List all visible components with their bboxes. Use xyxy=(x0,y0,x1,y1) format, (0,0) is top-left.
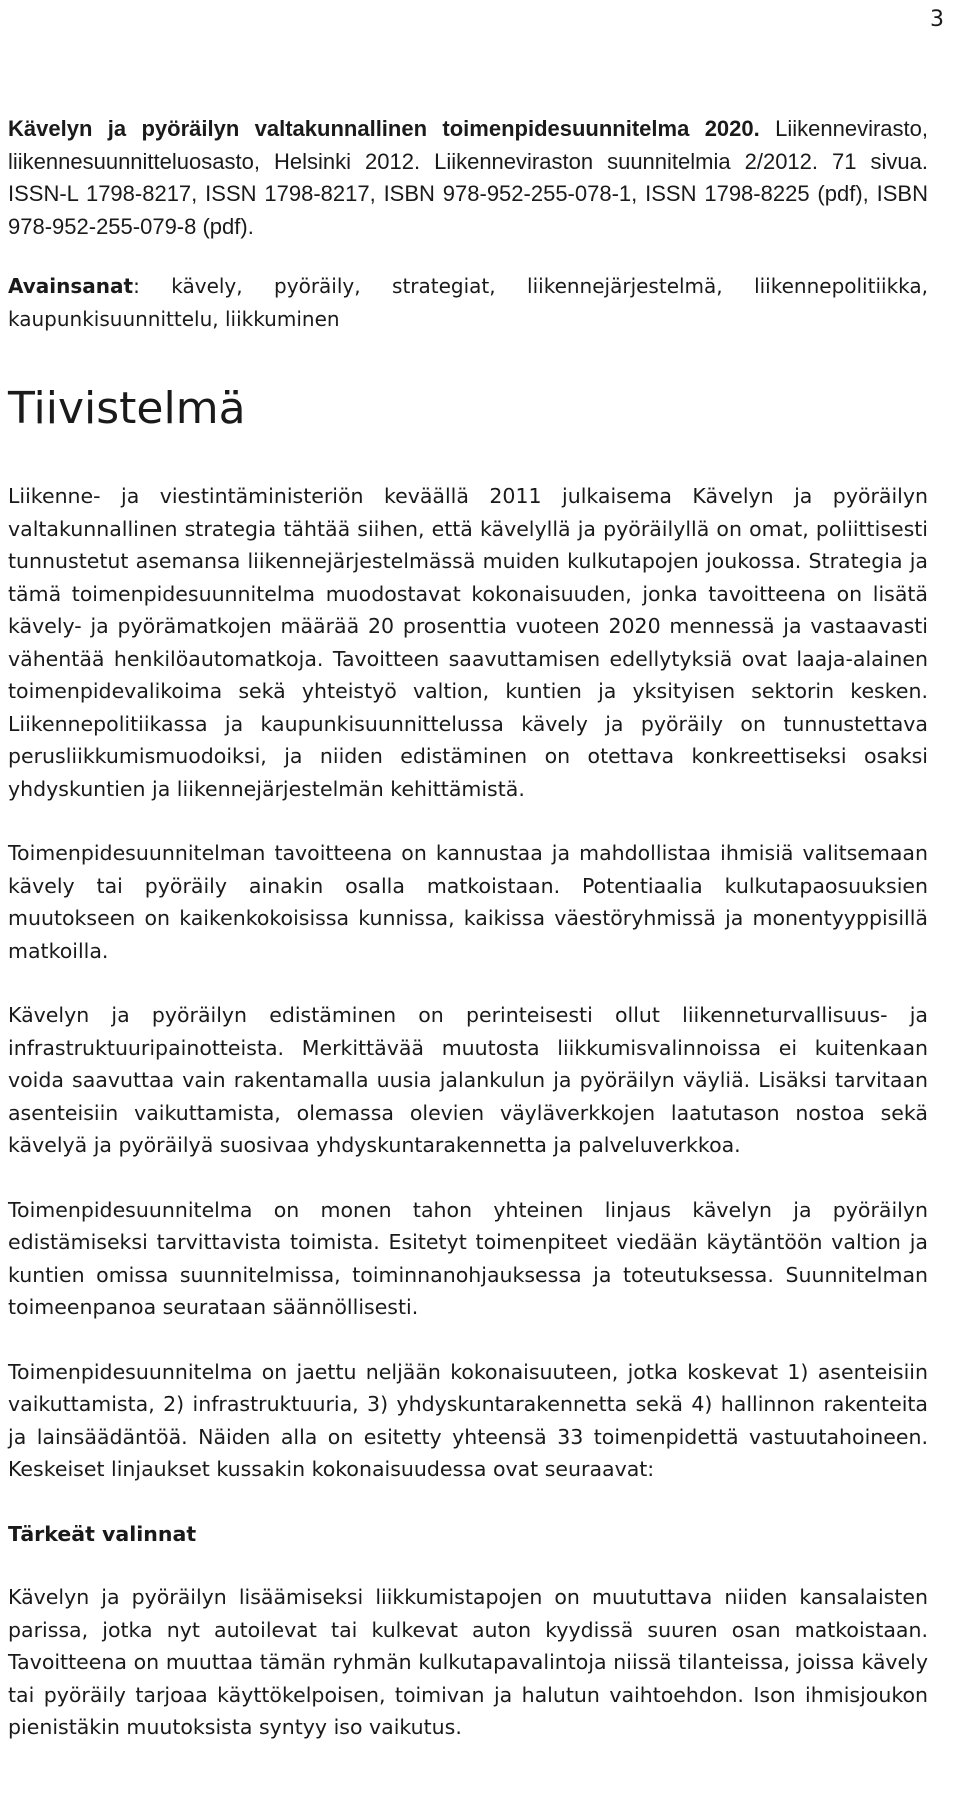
paragraph: Kävelyn ja pyöräilyn edistäminen on perinteisesti ollut liikenneturvallisuus- ja infrastruktuuripainotteista. Merkittävää muutosta liikkumisvalinnoissa ei kuitenkaan voida saavuttaa vain rakentamalla uusia jalankulun ja pyöräilyn väyliä. Lisäksi tarvitaan asenteisiin vaikuttamista, olemassa olevien väyläverkkojen laatutason nostoa sekä kävelyä ja pyöräilyä suosivaa yhdyskuntarakennetta ja palveluverkkoa. xyxy=(8,1003,928,1157)
citation-details: Liikennevirasto, liikennesuunnitteluosasto, Helsinki 2012. Liikenneviraston suunnitelmia 2/2012. 71 sivua. ISSN-L 1798-8217, ISSN 1798-8217, ISBN 978-952-255-078-1, ISSN 1798-8225 (pdf), ISBN 978-952-255-079-8 (pdf). xyxy=(8,116,928,239)
paragraph: Toimenpidesuunnitelma on monen tahon yhteinen linjaus kävelyn ja pyöräilyn edistämiseksi tarvittavista toimista. Esitetyt toimenpiteet viedään käytäntöön valtion ja kuntien omissa suunnitelmissa, toiminnanohjauksessa ja toteutuksessa. Suunnitelman toimeenpanoa seurataan säännöllisesti. xyxy=(8,1197,928,1319)
summary-title: Tiivistelmä xyxy=(8,383,246,434)
citation xyxy=(8,113,928,243)
keywords-text: : kävely, pyöräily, strategiat, liikennejärjestelmä, liikennepolitiikka, kaupunkisuunnittelu, liikkuminen xyxy=(8,274,928,331)
document-body xyxy=(8,113,928,1776)
paragraph: Toimenpidesuunnitelma on jaettu neljään kokonaisuuteen, jotka koskevat 1) asenteisiin vaikuttamista, 2) infrastruktuuria, 3) yhdyskuntarakennetta sekä 4) hallinnon rakenteita ja lainsäädäntöä. Näiden alla on esitetty yhteensä 33 toimenpidettä vastuutahoineen. Keskeiset linjaukset kussakin kokonaisuudessa ovat seuraavat: xyxy=(8,1359,928,1481)
paragraph: Toimenpidesuunnitelman tavoitteena on kannustaa ja mahdollistaa ihmisiä valitsemaan kävely tai pyöräily ainakin osalla matkoistaan. Potentiaalia kulkutapaosuuksien muutokseen on kaikenkokoisissa kunnissa, kaikissa väestöryhmissä ja monentyyppisillä matkoilla. xyxy=(8,841,928,963)
keywords xyxy=(8,270,928,335)
keywords-label: Avainsanat xyxy=(8,274,134,298)
page-number: 3 xyxy=(930,7,944,32)
section-heading: Tärkeät valinnat xyxy=(8,1521,197,1546)
citation-title: Kävelyn ja pyöräilyn valtakunnallinen toimenpidesuunnitelma 2020. xyxy=(8,116,760,141)
paragraph: Kävelyn ja pyöräilyn lisäämiseksi liikkumistapojen on muututtava niiden kansalaisten parissa, jotka nyt autoilevat tai kulkevat auton kyydissä suuren osan matkoistaan. Tavoitteena on muuttaa tämän ryhmän kulkutapavalintoja niissä tilanteissa, joissa kävely tai pyöräily tarjoaa käyttökelpoisen, toimivan ja halutun vaihtoehdon. Ison ihmisjoukon pienistäkin muutoksista syntyy iso vaikutus. xyxy=(8,1585,928,1739)
paragraph: Liikenne- ja viestintäministeriön keväällä 2011 julkaisema Kävelyn ja pyöräilyn valtakunnallinen strategia tähtää siihen, että kävelyllä ja pyöräilyllä on omat, poliittisesti tunnustetut asemansa liikennejärjestelmässä muiden kulkutapojen joukossa. Strategia ja tämä toimenpidesuunnitelma muodostavat kokonaisuuden, jonka tavoitteena on lisätä kävely- ja pyörämatkojen määrää 20 prosenttia vuoteen 2020 mennessä ja vastaavasti vähentää henkilöautomatkoja. Tavoitteen saavuttamisen edellytyksiä ovat laaja-alainen toimenpidevalikoima sekä yhteistyö valtion, kuntien ja yksityisen sektorin kesken. Liikennepolitiikassa ja kaupunkisuunnittelussa kävely ja pyöräily on tunnustettava perusliikkumismuodoiksi, ja niiden edistäminen on otettava konkreettiseksi osaksi yhdyskuntien ja liikennejärjestelmän kehittämistä. xyxy=(8,484,928,801)
